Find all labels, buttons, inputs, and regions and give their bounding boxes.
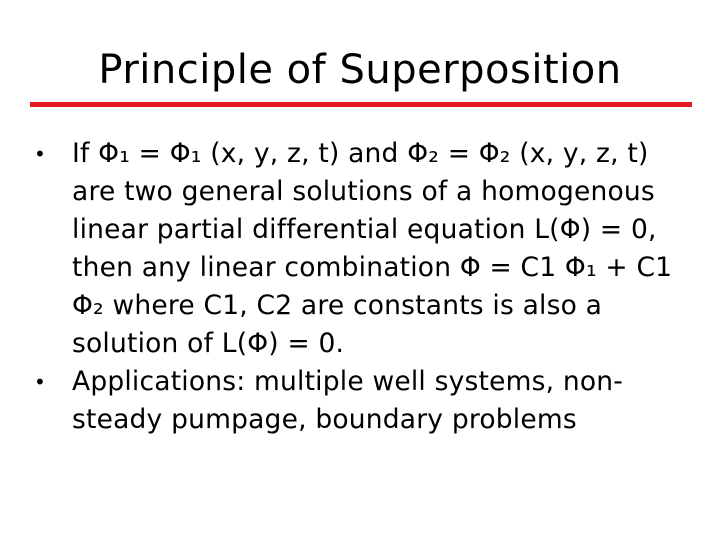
bullet-item xyxy=(34,135,684,363)
bullet-text: Applications: multiple well systems, non-steady pumpage, boundary problems xyxy=(72,366,624,435)
bullet-item xyxy=(34,363,684,439)
title-underline xyxy=(30,102,692,107)
bullet-icon: • xyxy=(34,142,46,166)
slide-title: Principle of Superposition xyxy=(98,47,622,93)
bullet-icon: • xyxy=(34,370,46,394)
bullet-list xyxy=(34,135,684,439)
bullet-text: If Φ₁ = Φ₁ (x, y, z, t) and Φ₂ = Φ₂ (x, y, z, t) are two general solutions of a homogenous linear partial differential equation L(Φ) = 0, then any linear combination Φ = C1 Φ₁ + C1 Φ₂ where C1, C2 are constants is also a solution of L(Φ) = 0. xyxy=(72,138,673,359)
